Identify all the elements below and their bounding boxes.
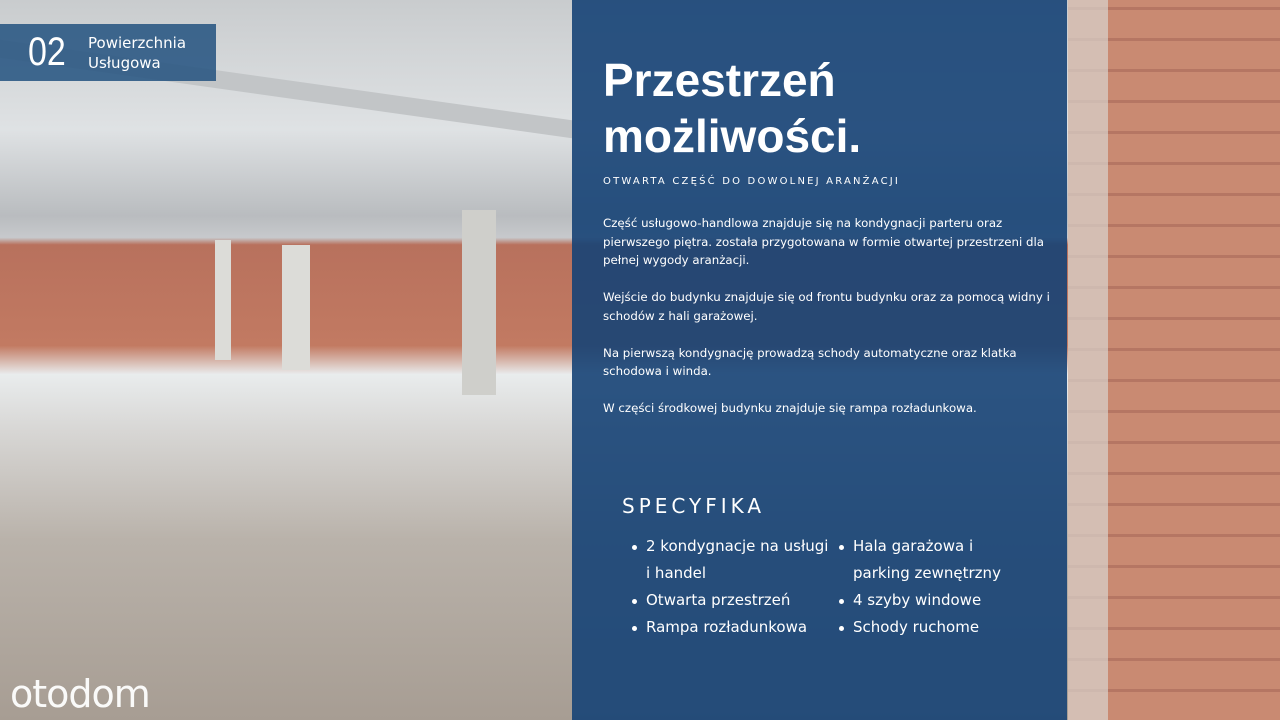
pillar xyxy=(462,210,496,395)
section-label-line1: Powierzchnia xyxy=(88,33,187,52)
spec-list-right xyxy=(835,533,1033,641)
otodom-watermark: otodom xyxy=(10,672,150,716)
spec-item: Schody ruchome xyxy=(853,614,1033,641)
spec-item: 2 kondygnacje na usługi i handel xyxy=(646,533,831,587)
paragraph: Wejście do budynku znajduje się od frontu budynku oraz za pomocą widny i schodów z hali garażowej. xyxy=(603,290,1050,323)
spec-item: Hala garażowa i parking zewnętrzny xyxy=(853,533,1033,587)
panel-subtitle: OTWARTA CZĘŚĆ DO DOWOLNEJ ARANŻACJI xyxy=(603,176,901,187)
section-badge xyxy=(0,24,216,81)
brick-wall xyxy=(1068,0,1280,720)
pillar xyxy=(215,240,231,360)
paragraph: W części środkowej budynku znajduje się rampa rozładunkowa. xyxy=(603,401,977,415)
info-panel xyxy=(572,0,1067,720)
paragraph: Część usługowo-handlowa znajduje się na kondygnacji parteru oraz pierwszego piętra. została przygotowana w formie otwartej przestrzeni dla pełnej wygody aranżacji. xyxy=(603,216,1044,267)
section-label-line2: Usługowa xyxy=(88,53,161,72)
section-label xyxy=(88,33,186,73)
section-number: 02 xyxy=(28,30,66,74)
pillar xyxy=(282,245,310,370)
panel-description xyxy=(603,214,1063,436)
spec-list-left xyxy=(628,533,831,641)
spec-title: SPECYFIKA xyxy=(622,494,766,518)
title-line2: możliwości. xyxy=(603,110,862,162)
spec-item: 4 szyby windowe xyxy=(853,587,1033,614)
paragraph: Na pierwszą kondygnację prowadzą schody automatyczne oraz klatka schodowa i winda. xyxy=(603,345,1017,378)
title-line1: Przestrzeń xyxy=(603,54,836,106)
spec-item: Otwarta przestrzeń xyxy=(646,587,831,614)
spec-item: Rampa rozładunkowa xyxy=(646,614,831,641)
panel-title xyxy=(603,52,861,164)
